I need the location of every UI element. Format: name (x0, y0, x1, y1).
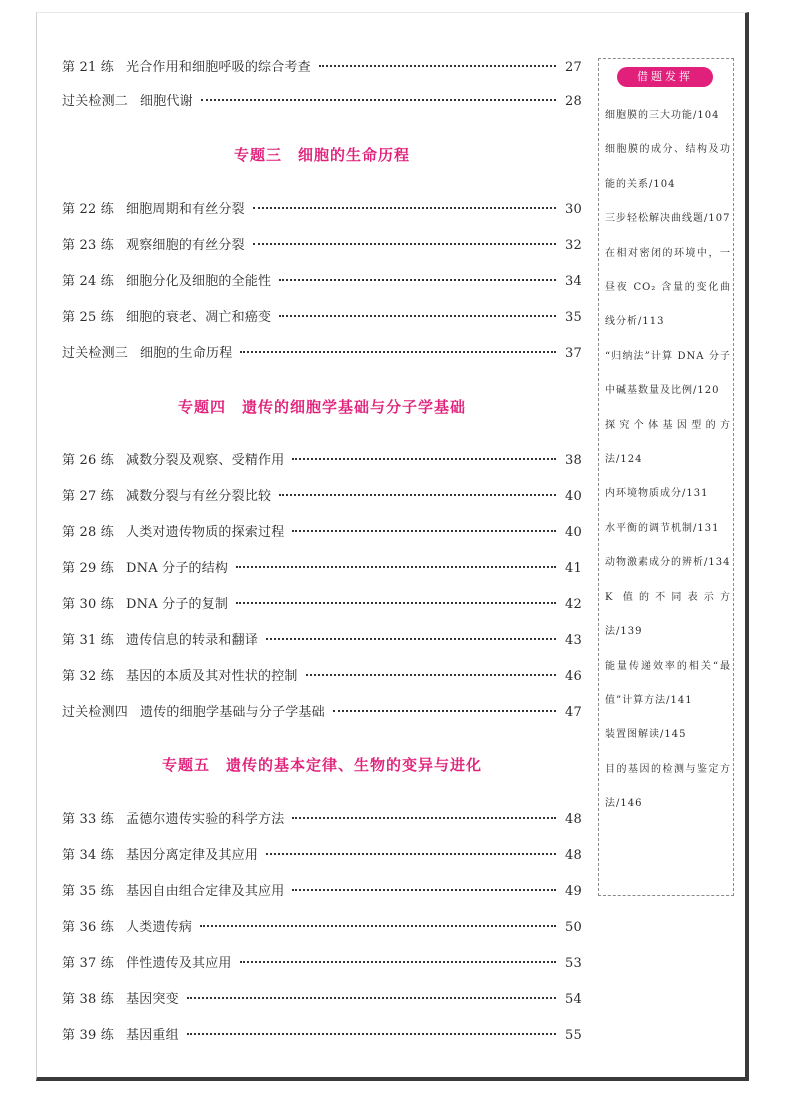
toc-title: 细胞周期和有丝分裂 (126, 202, 245, 217)
toc-row[interactable] (62, 234, 582, 254)
toc-page: 41 (565, 561, 582, 576)
sidebar-item[interactable]: 细胞膜的三大功能/104 (605, 110, 720, 121)
toc-page: 40 (565, 525, 582, 540)
toc-row[interactable] (62, 916, 582, 936)
toc-title: 减数分裂与有丝分裂比较 (126, 489, 272, 504)
sidebar-item[interactable]: 装置图解读/145 (605, 729, 687, 741)
toc-title: 细胞分化及细胞的全能性 (126, 274, 272, 289)
toc-title: DNA 分子的复制 (126, 597, 229, 612)
toc-number: 第 33 练 (62, 812, 115, 827)
toc-page: 27 (565, 60, 582, 75)
toc-row[interactable] (62, 521, 582, 541)
toc-number: 第 31 练 (62, 633, 115, 648)
toc-number: 第 32 练 (62, 669, 115, 684)
toc-title: 人类对遗传物质的探索过程 (126, 525, 285, 540)
sidebar-item[interactable]: 能量传递效率的相关“最值”计算方法/141 (605, 660, 731, 706)
dot-leader (319, 65, 556, 67)
toc-title: 减数分裂及观察、受精作用 (126, 453, 285, 468)
dot-leader (236, 566, 556, 568)
toc-row[interactable] (62, 808, 582, 828)
toc-page: 53 (565, 956, 582, 971)
toc-row[interactable] (62, 880, 582, 900)
toc-row[interactable] (62, 270, 582, 290)
toc-title: 孟德尔遗传实验的科学方法 (126, 812, 285, 827)
toc-row[interactable] (62, 629, 582, 649)
sidebar-item[interactable]: “归纳法”计算 DNA 分子中碱基数量及比例/120 (605, 350, 731, 397)
sidebar-item[interactable]: 三步轻松解决曲线题/107 (605, 213, 731, 225)
toc-row[interactable] (62, 593, 582, 613)
toc-number: 过关检测四 (62, 705, 129, 720)
toc-row[interactable] (62, 485, 582, 505)
toc-title: 细胞的生命历程 (140, 346, 233, 361)
toc-row[interactable] (62, 1024, 582, 1044)
sidebar-item[interactable]: 水平衡的调节机制/131 (605, 522, 720, 534)
toc-page: 43 (565, 633, 582, 648)
toc-number: 第 37 练 (62, 956, 115, 971)
dot-leader (187, 1033, 556, 1035)
dot-leader (240, 961, 556, 963)
dot-leader (279, 279, 556, 281)
toc-title: 细胞代谢 (140, 94, 193, 109)
dot-leader (292, 889, 556, 891)
toc-title: 基因突变 (126, 992, 179, 1007)
dot-leader (200, 925, 556, 927)
toc-title: 遗传的细胞学基础与分子学基础 (140, 705, 325, 720)
dot-leader (253, 243, 556, 245)
dot-leader (266, 638, 556, 640)
toc-row[interactable] (62, 557, 582, 577)
toc-number: 第 35 练 (62, 884, 115, 899)
toc-number: 第 26 练 (62, 453, 115, 468)
dot-leader (279, 494, 556, 496)
toc-title: 基因重组 (126, 1028, 179, 1043)
dot-leader (240, 351, 556, 353)
toc-title: 光合作用和细胞呼吸的综合考查 (126, 60, 311, 75)
toc-page: 38 (565, 453, 582, 468)
toc-number: 第 39 练 (62, 1028, 115, 1043)
section-heading: 专题四 遗传的细胞学基础与分子学基础 (177, 398, 466, 416)
toc-title: 人类遗传病 (126, 920, 193, 935)
toc-row[interactable] (62, 449, 582, 469)
dot-leader (236, 602, 556, 604)
toc-page: 48 (565, 848, 582, 863)
dot-leader (266, 853, 556, 855)
toc-page: 47 (565, 705, 582, 720)
toc-row[interactable] (62, 988, 582, 1008)
toc-number: 过关检测三 (62, 346, 129, 361)
toc-page: 37 (565, 346, 582, 361)
toc-number: 过关检测二 (62, 94, 129, 109)
sidebar-list (605, 99, 731, 822)
sidebar-item[interactable]: 探究个体基因型的方法/124 (605, 419, 731, 466)
toc-number: 第 22 练 (62, 202, 115, 217)
toc-page: 40 (565, 489, 582, 504)
toc-row[interactable] (62, 844, 582, 864)
toc-row[interactable] (62, 701, 582, 721)
sidebar-badge: 借题发挥 (617, 67, 713, 87)
toc-row[interactable] (62, 56, 582, 76)
toc-number: 第 23 练 (62, 238, 115, 253)
toc-page: 30 (565, 202, 582, 217)
toc-number: 第 28 练 (62, 525, 115, 540)
toc-title: 基因的本质及其对性状的控制 (126, 669, 298, 684)
sidebar-box (598, 58, 734, 896)
sidebar-item[interactable]: 在相对密闭的环境中，一昼夜 CO₂ 含量的变化曲线分析/113 (605, 247, 731, 328)
section-heading: 专题三 细胞的生命历程 (233, 146, 410, 164)
toc-number: 第 25 练 (62, 310, 115, 325)
toc-number: 第 24 练 (62, 274, 115, 289)
toc-title: 基因自由组合定律及其应用 (126, 884, 285, 899)
dot-leader (279, 315, 556, 317)
section-heading: 专题五 遗传的基本定律、生物的变异与进化 (161, 756, 482, 774)
toc-title: 伴性遗传及其应用 (126, 956, 232, 971)
dot-leader (333, 710, 556, 712)
toc-row[interactable] (62, 342, 582, 362)
dot-leader (292, 817, 556, 819)
dot-leader (201, 99, 556, 101)
toc-row[interactable] (62, 952, 582, 972)
toc-title: DNA 分子的结构 (126, 561, 229, 576)
toc-page: 50 (565, 920, 582, 935)
toc-row[interactable] (62, 198, 582, 218)
dot-leader (253, 207, 556, 209)
toc-title: 观察细胞的有丝分裂 (126, 238, 245, 253)
toc-page: 35 (565, 310, 582, 325)
toc-page: 54 (565, 992, 582, 1007)
toc-page: 55 (565, 1028, 582, 1043)
sidebar-item[interactable]: 动物激素成分的辨析/134 (605, 557, 731, 569)
toc-title: 基因分离定律及其应用 (126, 848, 259, 863)
sidebar-item[interactable]: 细胞膜的成分、结构及功能的关系/104 (605, 144, 731, 190)
sidebar-item[interactable]: 内环境物质成分/131 (605, 488, 709, 500)
dot-leader (187, 997, 556, 999)
toc-number: 第 36 练 (62, 920, 115, 935)
toc-page: 34 (565, 274, 582, 289)
toc-page: 42 (565, 597, 582, 612)
toc-row[interactable] (62, 665, 582, 685)
sidebar-item[interactable]: 目的基因的检测与鉴定方法/146 (605, 763, 731, 810)
toc-number: 第 34 练 (62, 848, 115, 863)
toc-title: 细胞的衰老、凋亡和癌变 (126, 310, 272, 325)
toc-page: 46 (565, 669, 582, 684)
dot-leader (306, 674, 556, 676)
toc-number: 第 38 练 (62, 992, 115, 1007)
toc-row[interactable] (62, 90, 582, 110)
sidebar-item[interactable]: K 值的不同表示方法/139 (605, 591, 731, 638)
dot-leader (292, 458, 556, 460)
toc-page: 48 (565, 812, 582, 827)
dot-leader (292, 530, 556, 532)
toc-title: 遗传信息的转录和翻译 (126, 633, 259, 648)
toc-page: 28 (565, 94, 582, 109)
toc-page: 32 (565, 238, 582, 253)
toc-number: 第 29 练 (62, 561, 115, 576)
toc-number: 第 27 练 (62, 489, 115, 504)
toc-number: 第 21 练 (62, 60, 115, 75)
toc-row[interactable] (62, 306, 582, 326)
toc-number: 第 30 练 (62, 597, 115, 612)
toc-page: 49 (565, 884, 582, 899)
